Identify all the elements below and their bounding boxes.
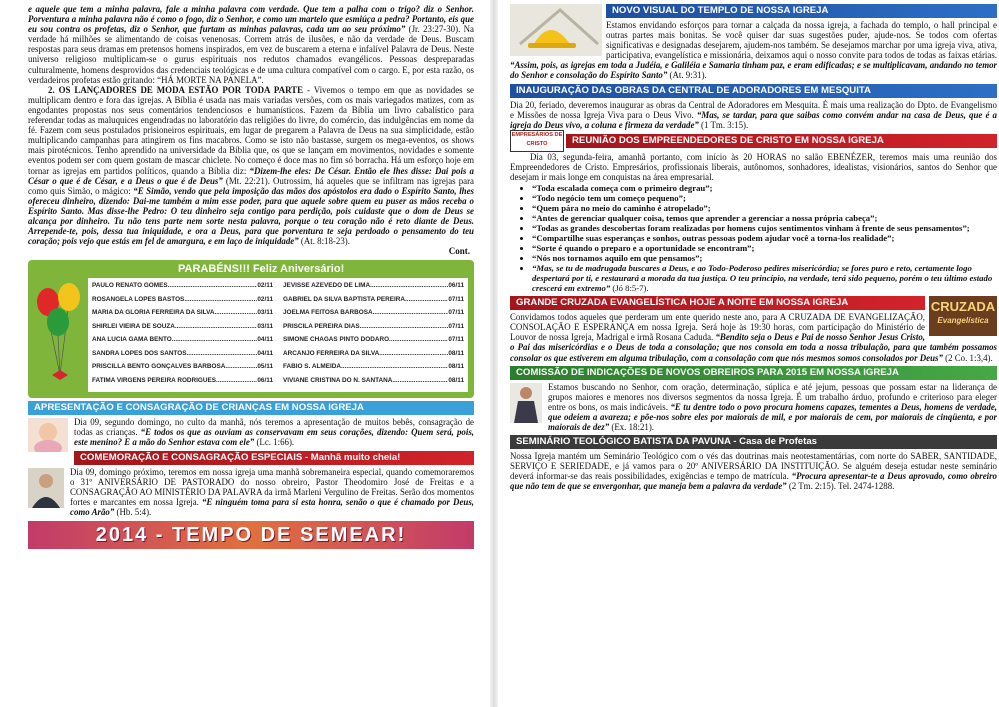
quote-text: “Mas, se tu de madrugada buscares a Deus, e ao Todo-Poderoso pedires misericórdia; se fores puro e reto, certamente logo despertará por ti, e restaurará a morada da tua justiça. O teu princípio, na verdade, terá sido pequeno, porém o teu último estado crescerá em extremo” <box>532 263 993 294</box>
section-2-text-2: (Mt. 22:21). Outrossim, há aqueles que se infiltram nas igrejas para como quis Simão, o mágico: <box>28 175 474 196</box>
presentation-text: Dia 09, segundo domingo, no culto da manhã, nós teremos a apresentação de muitos bebês, consagração de todas as crianças. <box>74 417 474 438</box>
visual-section <box>510 4 997 81</box>
birthday-entry <box>283 322 464 336</box>
entrepreneurs-quote-item <box>532 253 997 263</box>
committee-paragraph <box>510 382 997 432</box>
quote-text: “Quem pára no meio do caminho é atropelado”; <box>532 203 711 214</box>
birthday-date: 04/11 <box>257 336 273 344</box>
intro-text: (Jr. 23:27-30). Na verdade há milhões se alimentando de coisas venenosas. Correm atrás de ilusões, e não da verdade de Deus. Buscam respostas para seus dramas em pretensos homens inspirados, em vez de buscarem a eterna e infalível Palavra de Deus. Neste universo religioso multiplicam-se o gurus espirituais nos redutos chamados evangélicos. Pessoas despreparadas culturalmente, homens desprovidos das credenciais teológicas e de uma cultura compatível com o cargo. E, por esta razão, os verdadeiros profetas estão gritando: “HÁ MORTE NA PANELA”. <box>28 24 474 85</box>
commemoration-text: Dia 09, domingo próximo, teremos em nossa igreja uma manhã sobremaneira especial, quando comemoraremos o 31º ANIVERSÁRIO DE PASTORADO do nosso obreiro, Pastor Theodomiro José de Freitas e a CONSAGRAÇÃO AO MINISTÉRIO DA PALAVRA da irmã Marleni Vergulino de Freitas. Serão dos momentos fortes e marcantes em nossa Igreja. <box>70 466 474 507</box>
inauguration-title: INAUGURAÇÃO DAS OBRAS DA CENTRAL DE ADORADORES EM MESQUITA <box>510 84 997 98</box>
theme-banner: 2014 - TEMPO DE SEMEAR! <box>28 521 474 549</box>
birthday-entry <box>92 349 273 363</box>
section-2-paragraph <box>28 85 474 247</box>
birthday-name: SIMONE CHAGAS PINTO DODARO <box>283 336 390 344</box>
entrepreneurs-quote-item <box>532 213 997 223</box>
commemoration-ref: (Hb. 5:4). <box>114 506 152 517</box>
crusade-text: Convidamos todos aqueles que perderam um ente querido neste ano, para A CRUZADA DE EVANGELIZAÇÃO, CONSOLAÇÃO E ESPERANÇA em nossa Igreja. Será hoje às 19:30 horas, com participação do Ministério de Louvor de nossa Igreja, Madrigal e irmã Rosana Caduda. <box>510 312 925 343</box>
commemoration-title: COMEMORAÇÃO E CONSAGRAÇÃO ESPECIAIS - Manhã muito cheia! <box>74 451 474 465</box>
crusade-ref: (2 Co. 1:3,4). <box>942 352 993 363</box>
visual-quote: “Assim, pois, as igrejas em toda a Judéia, e Galiléia e Samaria tinham paz, e eram edificadas; e se multiplicavam, andando no temor do Senhor e consolação do Espírito Santo” <box>510 60 997 81</box>
pastor-photo <box>28 468 64 508</box>
commemoration-paragraph <box>28 467 474 517</box>
continued-label: Cont. <box>448 246 470 257</box>
page-fold <box>490 0 498 707</box>
entrepreneurs-quote-item <box>532 203 997 213</box>
worker-photo <box>510 383 542 423</box>
birthday-date: 02/11 <box>257 282 273 290</box>
committee-quote: “E tu dentre todo o povo procura homens capazes, tementes a Deus, homens de verdade, que odeiem a avareza; e põe-nos sobre eles por maiorais de mil, e por maiorais de cem, por maiorais de cinqüenta, e por maiorais de dez” <box>548 401 997 432</box>
birthday-entry <box>283 295 464 309</box>
leader-dots <box>186 349 257 363</box>
birthday-name: FATIMA VIRGENS PEREIRA RODRIGUES <box>92 376 217 384</box>
birthday-name: PRISCILA PEREIRA DIAS <box>283 322 360 330</box>
section-2-text: - Vivemos o tempo em que as novidades se multiplicam dentro e fora das igrejas. A Bíblia é usada nas mais variadas versões, com os mais variegados matizes, com as engodantes propostas nos seus comentários tendenciosos e humanísticos. Fazem da Bíblia um livro cabalístico para referendar todas as maluquices engendradas no laboratório das religiões do livre, do comércio, das indulgências em nome da fé. Fazem com seus postulados prisioneiros espirituais, em lugar de pregarem a Palavra de Deus na sua simplicidade, estão multiplicando campanhas para atingirem os fins macabros. Como se isto não bastasse, surgem os mega-eventos, os shows mais pirotécnicos. Tenho aprendido na universidade da Bíblia que, os que se lançam em movimentos, novidades e somente eventos podem ser com quem gostam de mascar chiclete. No começo é doce mas no fim só borracha. Há um esforço hoje em tornar as igrejas em partidos políticos, quando a Bíblia diz: <box>28 84 474 176</box>
entrepreneurs-title: REUNIÃO DOS EMPREENDEDORES DE CRISTO EM NOSSA IGREJA <box>566 134 997 148</box>
entrepreneurs-text: Dia 03, segunda-feira, amanhã portanto, com início às 20 HORAS no salão EBENÉZER, teremos mais uma reunião dos Empreendedores de Cristo. Empresários, profissionais liberais, autônomos, sonhadores, idealistas, visionários, santos do Senhor que desejam ir mais longe em conquistas na área empresarial. <box>510 151 997 183</box>
quote-text: “Toda escalada começa com o primeiro degrau”; <box>532 183 713 194</box>
entrepreneurs-quote-item <box>532 183 997 193</box>
section-2-ref: (At. 8:18-23). <box>298 236 350 247</box>
birthday-list <box>88 278 468 392</box>
crusade-quote: “Bendito seja o Deus e Pai de nosso Senhor Jesus Cristo, o Pai das misericórdias e o Deus de toda a consolação; que nos consola em toda a nossa tribulação, para que também possamos consolar os que estiverem em alguma tribulação, com a consolação com que nós mesmos somos consolados por Deus” <box>510 332 997 363</box>
entrepreneurs-quote-item <box>532 263 997 293</box>
left-page <box>0 0 480 707</box>
section-2-heading: 2. OS LANÇADORES DE MODA ESTÃO POR TODA PARTE <box>48 84 303 95</box>
committee-title: COMISSÃO DE INDICAÇÕES DE NOVOS OBREIROS PARA 2015 EM NOSSA IGREJA <box>510 366 997 380</box>
leader-dots <box>341 362 448 376</box>
leader-dots <box>175 322 258 336</box>
birthday-entry <box>92 281 273 295</box>
presentation-ref: (Lc. 1:66). <box>254 437 295 448</box>
inauguration-text: Dia 20, feriado, deveremos inaugurar as obras da Central de Adoradores em Mesquita. É mais uma realização do Dpto. de Evangelismo e Missões de nossa Igreja Viva para o Deus Vivo. <box>510 99 997 120</box>
birthday-date: 08/11 <box>448 349 464 357</box>
leader-dots <box>360 322 449 336</box>
presentation-paragraph <box>28 417 474 447</box>
crusade-logo-subtext: Evangelística <box>937 316 989 326</box>
birthday-name: MARIA DA GLORIA FERREIRA DA SILVA <box>92 309 215 317</box>
balloons-icon <box>34 280 84 390</box>
birthday-name: FABIO S. ALMEIDA <box>283 363 341 371</box>
entrepreneurs-header <box>510 130 997 152</box>
birthday-name: SHIRLEI VIEIRA DE SOUZA <box>92 322 175 330</box>
birthday-name: SANDRA LOPES DOS SANTOS <box>92 349 187 357</box>
intro-paragraph <box>28 4 474 85</box>
birthday-date: 05/11 <box>257 363 273 371</box>
birthday-name: GABRIEL DA SILVA BAPTISTA PEREIRA <box>283 295 406 303</box>
entrepreneurs-quotes <box>528 183 997 293</box>
quote-ref: (Jó 8:5-7). <box>610 283 649 294</box>
right-page <box>506 0 999 707</box>
birthday-date: 07/11 <box>448 295 464 303</box>
birthday-date: 08/11 <box>448 363 464 371</box>
birthday-entry <box>92 308 273 322</box>
seminary-paragraph <box>510 451 997 491</box>
leader-dots <box>370 281 448 295</box>
birthday-entry <box>92 295 273 309</box>
committee-text: Estamos buscando no Senhor, com oração, determinação, súplica e até jejum, pessoas que possam estar na liderança de grupos maiores e menores nos diversos segmentos da nossa Igreja. É um trabalho árduo, profundo e criterioso para eleger entre os bons, os mais indicáveis. <box>548 381 997 412</box>
committee-ref: (Ex. 18:21). <box>609 421 655 432</box>
birthday-entry <box>283 281 464 295</box>
quote-text: “Antes de gerenciar qualquer coisa, temos que aprender a gerenciar a nossa própria cabeça”; <box>532 213 878 224</box>
birthday-entry <box>92 362 273 376</box>
visual-title: NOVO VISUAL DO TEMPLO DE NOSSA IGREJA <box>606 4 997 18</box>
birthday-name: VIVIANE CRISTINA DO N. SANTANA <box>283 376 393 384</box>
crusade-section <box>510 296 997 362</box>
entrepreneurs-quote-item <box>532 233 997 243</box>
leader-dots <box>392 376 448 390</box>
section-2-quote-1: “Dizem-lhe eles: De César. Então ele lhes disse: Dai pois a César o que é de César, e a Deus o que é de Deus” <box>28 165 474 186</box>
inauguration-quote: “Mas, se tardar, para que saibas como convém andar na casa de Deus, que é a igreja do Deus vivo, a coluna e firmeza da verdade” <box>510 109 997 130</box>
leader-dots <box>389 335 448 349</box>
birthday-date: 07/11 <box>448 336 464 344</box>
commemoration-quote: “E ninguém toma para si esta honra, senão o que é chamado por Deus, como Arão” <box>70 496 474 517</box>
leader-dots <box>379 349 448 363</box>
birthday-date: 06/11 <box>257 376 273 384</box>
presentation-title: APRESENTAÇÃO E CONSAGRAÇÃO DE CRIANÇAS EM NOSSA IGREJA <box>28 401 474 415</box>
leader-dots <box>216 376 257 390</box>
birthday-entry <box>283 349 464 363</box>
birthday-title: PARABÉNS!!! Feliz Aniversário! <box>178 263 345 276</box>
baby-photo <box>28 418 68 452</box>
leader-dots <box>373 308 449 322</box>
leader-dots <box>184 295 257 309</box>
birthday-date: 04/11 <box>257 349 273 357</box>
birthday-name: ANA LUCIA GAMA BENTO <box>92 336 172 344</box>
visual-ref: (At. 9:31). <box>667 70 707 81</box>
leader-dots <box>168 281 258 295</box>
birthday-name: JEVISSE AZEVEDO DE LIMA <box>283 282 371 290</box>
crusade-logo <box>929 296 997 336</box>
seminary-ref: (2 Tm. 2:15). Tel. 2474-1288. <box>786 481 895 492</box>
birthday-name: ARCANJO FERREIRA DA SILVA <box>283 349 380 357</box>
birthday-entry <box>92 376 273 390</box>
inauguration-paragraph <box>510 100 997 130</box>
birthday-entry <box>283 376 464 390</box>
visual-text: Estamos envidando esforços para tornar a calçada da nossa igreja, a fachada do templo, o hall principal e outras partes mais bonitas. Se você quiser dar suas sugestões puder, ajude-nos. Se todos com ofertas significativas e designadas desejarem, ajudem-nos também. Se desejamos marchar por uma igreja viva, ativa, participativa, evangelística e missionária, deixamos aqui o nosso convite para todos de todas as faixas etárias. <box>606 20 997 61</box>
quote-text: “Todas as grandes descobertas foram realizadas por homens cujos sentimentos vinham à frente de seus pensamentos”; <box>532 223 970 234</box>
birthday-date: 07/11 <box>448 309 464 317</box>
birthday-entry <box>92 322 273 336</box>
crusade-paragraph <box>510 312 997 362</box>
birthday-date: 08/11 <box>448 376 464 384</box>
quote-text: “Sorte é quando o preparo e a oportunidade se encontram”; <box>532 243 755 254</box>
birthday-name: ROSANGELA LOPES BASTOS <box>92 295 185 303</box>
birthday-date: 03/11 <box>257 309 273 317</box>
seminary-text: Nossa Igreja mantém um Seminário Teológico com o vés das doutrinas mais neotestamentárias, com norte do SABER, SANTIDADE, SERVIÇO E SERIEDADE, e já vamos para o 20º ANIVERSÁRIO DA INSTITUIÇÃO. Se alguém deseja estudar neste seminário deverá informar-se das reais possibilidades, exigências e tempo de matrícula. <box>510 451 997 482</box>
birthday-entry <box>92 335 273 349</box>
presentation-quote: “E todos os que as ouviam as conservavam em seus corações, dizendo: Quem será, pois, este menino? E a mão do Senhor estava com ele” <box>74 427 474 448</box>
leader-dots <box>225 362 257 376</box>
construction-helmet-image <box>510 4 602 56</box>
entrepreneurs-quote-item <box>532 193 997 203</box>
leader-dots <box>172 335 258 349</box>
leader-dots <box>405 295 448 309</box>
quote-text: “Compartilhe suas esperanças e sonhos, outras pessoas podem ajudar você a torna-los realidade”; <box>532 233 895 244</box>
seminary-quote: “Procura apresentar-te a Deus aprovado, como obreiro que não tem de que se envergonhar, que maneja bem a palavra da verdade” <box>510 471 997 492</box>
entrepreneurs-logo: EMPRESÁRIOS DE CRISTO <box>510 130 564 152</box>
birthday-name: JOELMA FEITOSA BARBOSA <box>283 309 373 317</box>
birthday-date: 03/11 <box>257 322 273 330</box>
section-2-quote-2: “E Simão, vendo que pela imposição das mãos dos apóstolos era dado o Espírito Santo, lhes ofereceu dinheiro, dizendo: Dai-me também a mim esse poder, para que aquele sobre quem eu puser as mãos receba o Espírito Santo. Mas disse-lhe Pedro: O teu dinheiro seja contigo para perdição, pois cuidaste que o dom de Deus se alcança por dinheiro. Tu não tens parte nem sorte nesta palavra, porque o teu coração não é reto diante de Deus. Arrepende-te, pois, dessa tua iniquidade, e ora a Deus, para que porventura te seja perdoado o pensamento do teu coração; pois vejo que estás em fel de amargura, e em laço de iniquidade” <box>28 185 474 247</box>
birthday-entry <box>283 335 464 349</box>
seminary-title: SEMINÁRIO TEOLÓGICO BATISTA DA PAVUNA - Casa de Profetas <box>510 435 997 449</box>
crusade-title: GRANDE CRUZADA EVANGELÍSTICA HOJE A NOITE EM NOSSA IGREJA <box>510 296 925 310</box>
crusade-logo-text: CRUZADA <box>930 299 996 315</box>
birthday-name: PRISCILLA BENTO GONÇALVES BARBOSA <box>92 363 226 371</box>
leader-dots <box>214 308 257 322</box>
birthday-name: PAULO RENATO GOMES <box>92 282 168 290</box>
birthday-date: 02/11 <box>257 295 273 303</box>
birthday-date: 06/11 <box>448 282 464 290</box>
inauguration-ref: (1 Tm. 3:15). <box>698 119 749 130</box>
birthday-entry <box>283 308 464 322</box>
birthday-entry <box>283 362 464 376</box>
quote-text: “Todo negócio tem um começo pequeno”; <box>532 193 686 204</box>
quote-text: “Nós nos tornamos aquilo em que pensamos”; <box>532 253 703 264</box>
birthday-box <box>28 260 474 398</box>
entrepreneurs-quote-item <box>532 243 997 253</box>
intro-quote: e aquele que tem a minha palavra, fale a minha palavra com verdade. Que tem a palha com o trigo? diz o Senhor. Porventura a minha palavra não é como o fogo, diz o Senhor, e como um martelo que esmiúça a pedra? Portanto, eis que eu sou contra os profetas, diz o Senhor, que furtam as minhas palavras, cada um ao seu próximo” <box>28 4 474 35</box>
birthday-date: 07/11 <box>448 322 464 330</box>
entrepreneurs-quote-item <box>532 223 997 233</box>
